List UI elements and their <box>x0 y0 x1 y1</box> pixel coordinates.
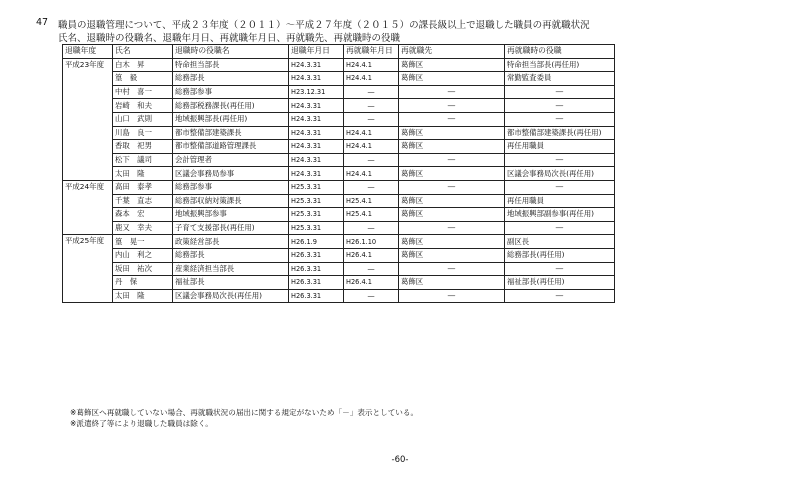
cell-title: 地域振興部参事 <box>173 208 289 222</box>
table-row <box>63 85 615 99</box>
table-row <box>63 289 615 303</box>
cell-rehired-date: ― <box>344 262 399 276</box>
cell-employer: ― <box>399 153 505 167</box>
cell-title: 区議会事務局参事 <box>173 167 289 181</box>
cell-title: 総務部税務課長(再任用) <box>173 99 289 113</box>
cell-employer: ― <box>399 180 505 194</box>
cell-retired-date: H24.3.31 <box>289 153 344 167</box>
cell-new-title: 地域振興部副参事(再任用) <box>505 208 615 222</box>
cell-rehired-date: ― <box>344 153 399 167</box>
cell-retired-date: H24.3.31 <box>289 126 344 140</box>
cell-retired-date: H24.3.31 <box>289 112 344 126</box>
table-row <box>63 140 615 154</box>
cell-retired-date: H24.3.31 <box>289 140 344 154</box>
cell-retired-date: H25.3.31 <box>289 194 344 208</box>
cell-retired-date: H24.3.31 <box>289 167 344 181</box>
cell-rehired-date: H24.4.1 <box>344 58 399 72</box>
table-row <box>63 58 615 72</box>
table-row <box>63 248 615 262</box>
cell-name: 内山 利之 <box>113 248 173 262</box>
cell-employer: 葛飾区 <box>399 248 505 262</box>
cell-name: 坂田 祐次 <box>113 262 173 276</box>
cell-fiscal-year: 平成25年度 <box>63 235 113 303</box>
cell-rehired-date: H24.4.1 <box>344 72 399 86</box>
cell-employer: ― <box>399 85 505 99</box>
cell-new-title: 都市整備部建築課長(再任用) <box>505 126 615 140</box>
cell-new-title: ― <box>505 99 615 113</box>
cell-retired-date: H25.3.31 <box>289 221 344 235</box>
cell-employer: 葛飾区 <box>399 194 505 208</box>
cell-new-title: ― <box>505 112 615 126</box>
cell-name: 太田 隆 <box>113 289 173 303</box>
cell-rehired-date: H26.4.1 <box>344 248 399 262</box>
cell-retired-date: H26.3.31 <box>289 276 344 290</box>
cell-title: 会計管理者 <box>173 153 289 167</box>
table-row <box>63 180 615 194</box>
cell-new-title: ― <box>505 153 615 167</box>
cell-rehired-date: ― <box>344 112 399 126</box>
cell-employer: ― <box>399 112 505 126</box>
table-row <box>63 194 615 208</box>
cell-rehired-date: H25.4.1 <box>344 194 399 208</box>
cell-name: 岩崎 和夫 <box>113 99 173 113</box>
cell-title: 都市整備部建築課長 <box>173 126 289 140</box>
cell-new-title: ― <box>505 289 615 303</box>
cell-new-title: 福祉部長(再任用) <box>505 276 615 290</box>
table-row <box>63 153 615 167</box>
cell-retired-date: H26.3.31 <box>289 262 344 276</box>
table-row <box>63 262 615 276</box>
table-row <box>63 276 615 290</box>
cell-fiscal-year: 平成24年度 <box>63 180 113 234</box>
cell-title: 総務部収納対策課長 <box>173 194 289 208</box>
cell-rehired-date: H25.4.1 <box>344 208 399 222</box>
table-row <box>63 221 615 235</box>
cell-rehired-date: ― <box>344 180 399 194</box>
cell-title: 子育て支援部長(再任用) <box>173 221 289 235</box>
cell-retired-date: H24.3.31 <box>289 72 344 86</box>
cell-employer: ― <box>399 221 505 235</box>
cell-employer: ― <box>399 99 505 113</box>
question-number: 47 <box>36 17 49 28</box>
cell-name: 高田 泰孝 <box>113 180 173 194</box>
cell-employer: ― <box>399 262 505 276</box>
cell-title: 政策経営部長 <box>173 235 289 249</box>
table-row <box>63 208 615 222</box>
cell-name: 中村 喜一 <box>113 85 173 99</box>
cell-title: 都市整備部道路管理課長 <box>173 140 289 154</box>
cell-retired-date: H24.3.31 <box>289 58 344 72</box>
footnote: ※派遣終了等により退職した職員は除く。 <box>70 419 213 428</box>
header-rehired-date: 再就職年月日 <box>344 45 399 59</box>
cell-name: 山口 武則 <box>113 112 173 126</box>
cell-name: 白木 昇 <box>113 58 173 72</box>
cell-name: 鹿又 幸夫 <box>113 221 173 235</box>
cell-new-title: 常勤監査委員 <box>505 72 615 86</box>
cell-fiscal-year: 平成23年度 <box>63 58 113 180</box>
header-year: 退職年度 <box>63 45 113 59</box>
footnote: ※葛飾区へ再就職していない場合、再就職状況の届出に関する規定がないため「－」表示としている。 <box>70 408 419 417</box>
cell-title: 産業経済担当部長 <box>173 262 289 276</box>
cell-employer: 葛飾区 <box>399 167 505 181</box>
header-title: 退職時の役職名 <box>173 45 289 59</box>
cell-retired-date: H24.3.31 <box>289 99 344 113</box>
cell-name: 篁 晃一 <box>113 235 173 249</box>
header-retired-date: 退職年月日 <box>289 45 344 59</box>
cell-new-title: 特命担当部長(再任用) <box>505 58 615 72</box>
cell-name: 森本 宏 <box>113 208 173 222</box>
cell-rehired-date: H24.4.1 <box>344 140 399 154</box>
cell-new-title: 総務部長(再任用) <box>505 248 615 262</box>
question-text-line1: 職員の退職管理について、平成２３年度（２０１１）～平成２７年度（２０１５）の課長級以上で退職した職員の再就職状況 <box>58 20 590 31</box>
cell-employer: 葛飾区 <box>399 72 505 86</box>
cell-rehired-date: ― <box>344 99 399 113</box>
cell-title: 総務部参事 <box>173 180 289 194</box>
table-row <box>63 72 615 86</box>
table-row <box>63 235 615 249</box>
cell-retired-date: H25.3.31 <box>289 208 344 222</box>
cell-title: 地域振興部長(再任用) <box>173 112 289 126</box>
cell-name: 松下 議司 <box>113 153 173 167</box>
reemployment-table <box>62 44 615 303</box>
cell-new-title: ― <box>505 262 615 276</box>
cell-retired-date: H25.3.31 <box>289 180 344 194</box>
cell-rehired-date: H26.4.1 <box>344 276 399 290</box>
cell-new-title: 副区長 <box>505 235 615 249</box>
cell-retired-date: H26.3.31 <box>289 248 344 262</box>
cell-rehired-date: H24.4.1 <box>344 126 399 140</box>
cell-title: 総務部長 <box>173 72 289 86</box>
cell-title: 福祉部長 <box>173 276 289 290</box>
header-employer: 再就職先 <box>399 45 505 59</box>
table-row <box>63 126 615 140</box>
table-body <box>63 58 615 303</box>
cell-rehired-date: ― <box>344 85 399 99</box>
cell-new-title: ― <box>505 85 615 99</box>
cell-employer: ― <box>399 289 505 303</box>
cell-name: 川島 良一 <box>113 126 173 140</box>
cell-title: 総務部参事 <box>173 85 289 99</box>
cell-rehired-date: ― <box>344 221 399 235</box>
cell-employer: 葛飾区 <box>399 58 505 72</box>
cell-new-title: ― <box>505 221 615 235</box>
table-row <box>63 99 615 113</box>
cell-title: 区議会事務局次長(再任用) <box>173 289 289 303</box>
cell-new-title: ― <box>505 180 615 194</box>
cell-rehired-date: H26.1.10 <box>344 235 399 249</box>
cell-new-title: 再任用職員 <box>505 194 615 208</box>
footnotes <box>70 407 418 429</box>
cell-name: 篁 毅 <box>113 72 173 86</box>
cell-name: 香取 祀男 <box>113 140 173 154</box>
cell-name: 千葉 直志 <box>113 194 173 208</box>
header-new-title: 再就職時の役職 <box>505 45 615 59</box>
cell-retired-date: H23.12.31 <box>289 85 344 99</box>
cell-employer: 葛飾区 <box>399 235 505 249</box>
cell-name: 太田 隆 <box>113 167 173 181</box>
cell-rehired-date: H24.4.1 <box>344 167 399 181</box>
cell-name: 丹 保 <box>113 276 173 290</box>
cell-new-title: 再任用職員 <box>505 140 615 154</box>
cell-employer: 葛飾区 <box>399 276 505 290</box>
cell-employer: 葛飾区 <box>399 126 505 140</box>
cell-rehired-date: ― <box>344 289 399 303</box>
cell-title: 総務部長 <box>173 248 289 262</box>
header-name: 氏名 <box>113 45 173 59</box>
cell-employer: 葛飾区 <box>399 140 505 154</box>
table-row <box>63 167 615 181</box>
table-row <box>63 112 615 126</box>
cell-employer: 葛飾区 <box>399 208 505 222</box>
page-number: -60- <box>391 455 409 465</box>
cell-new-title: 区議会事務局次長(再任用) <box>505 167 615 181</box>
question-text-line2: 氏名、退職時の役職名、退職年月日、再就職年月日、再就職先、再就職時の役職 <box>58 33 401 44</box>
cell-title: 特命担当部長 <box>173 58 289 72</box>
table-header-row <box>63 45 615 59</box>
cell-retired-date: H26.3.31 <box>289 289 344 303</box>
cell-retired-date: H26.1.9 <box>289 235 344 249</box>
